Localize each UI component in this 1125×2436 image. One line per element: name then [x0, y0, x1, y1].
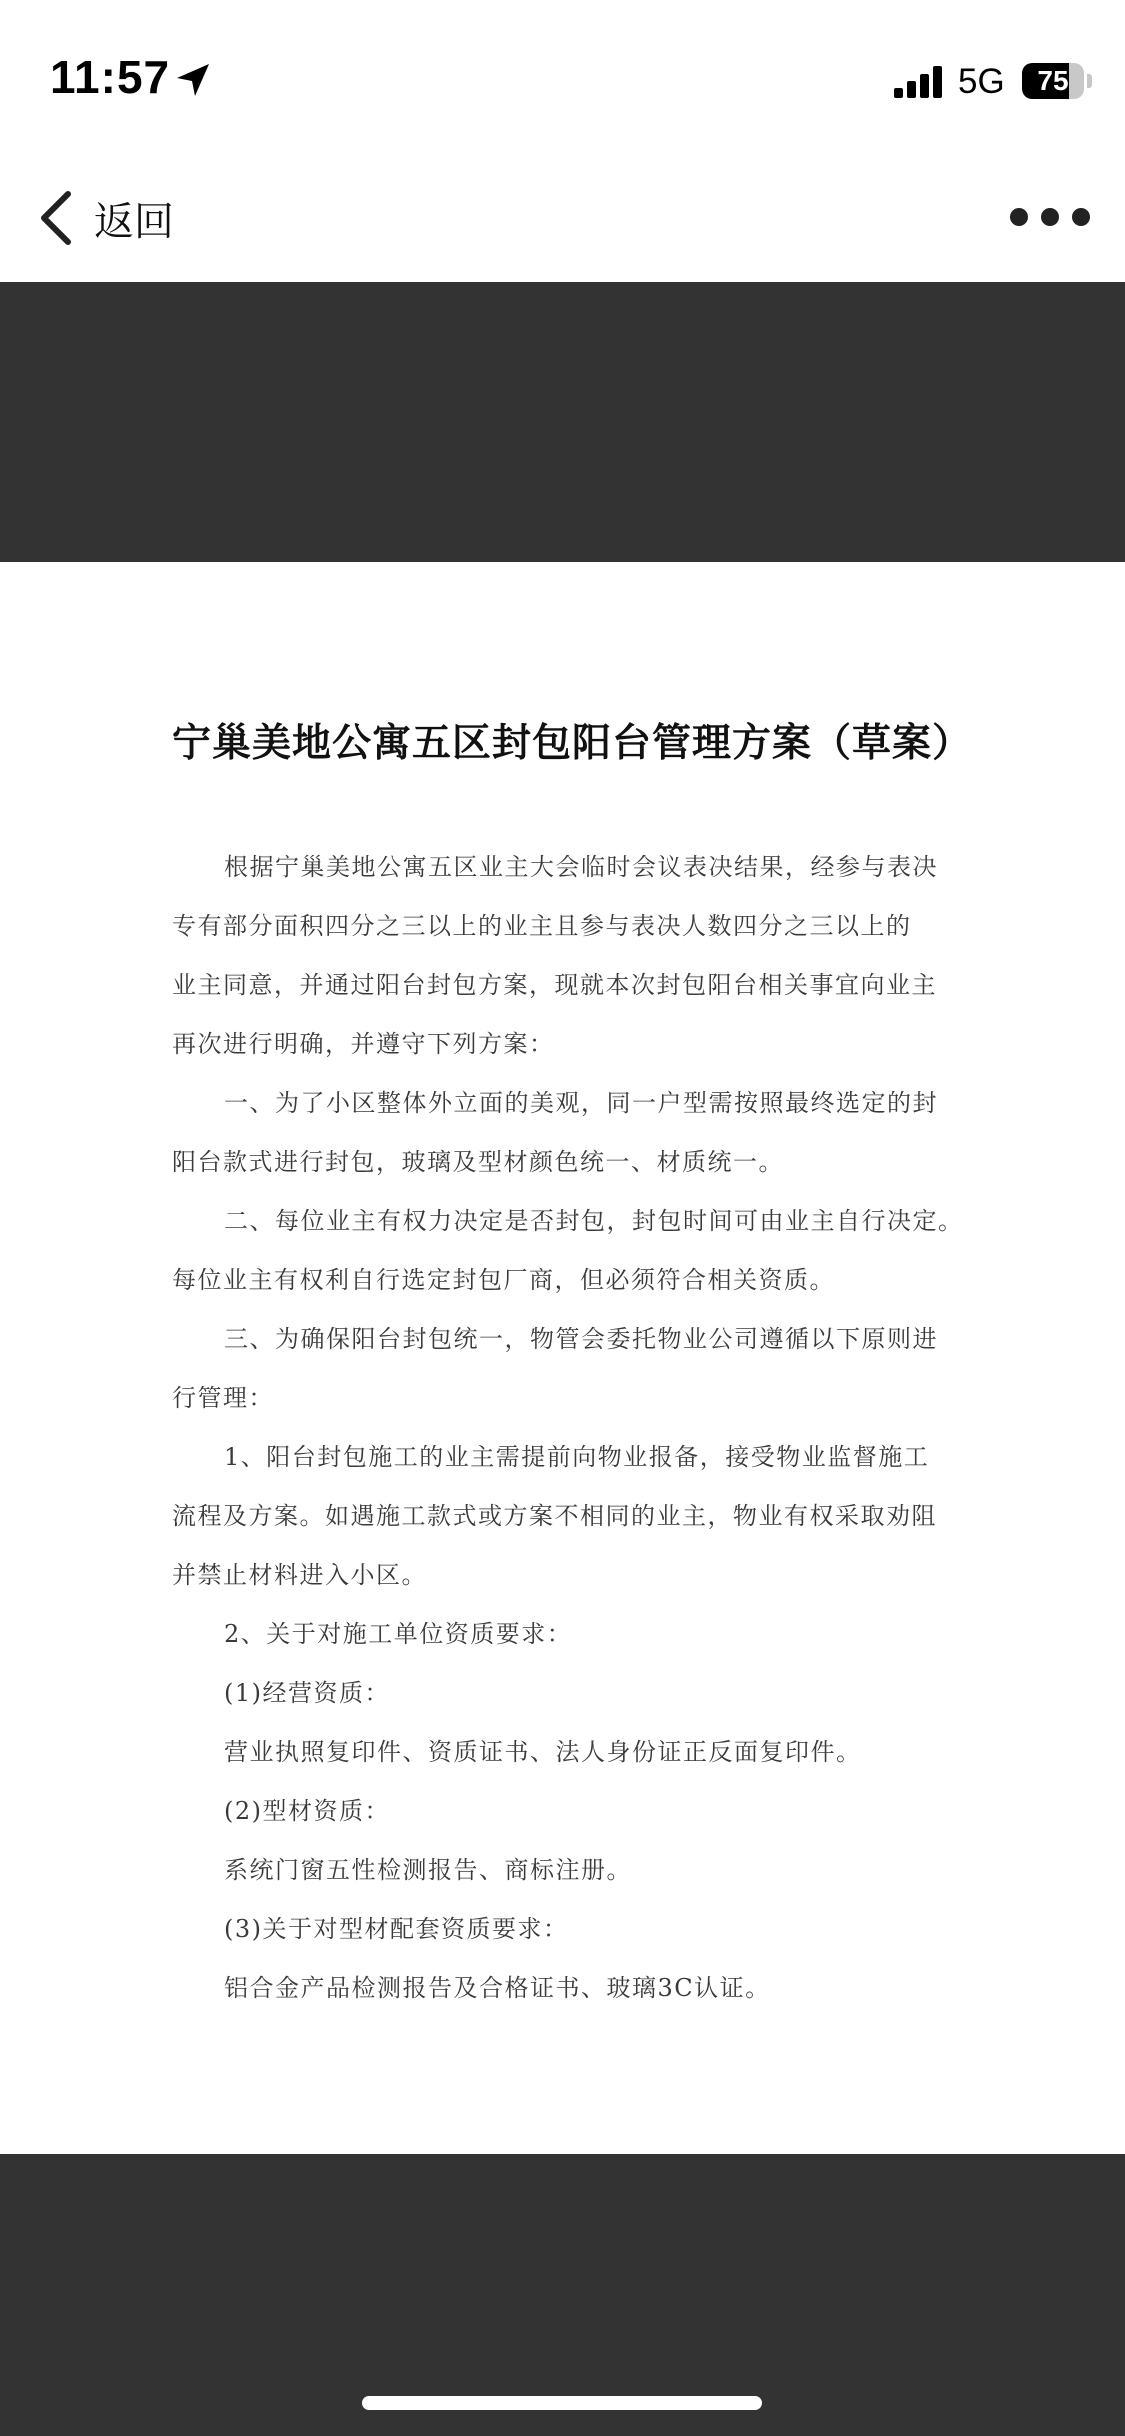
document-body — [172, 838, 972, 2018]
more-options-button[interactable] — [1010, 200, 1090, 234]
document-line: 业主同意，并通过阳台封包方案，现就本次封包阳台相关事宜向业主 — [172, 971, 937, 999]
document-line: 三、为确保阳台封包统一，物管会委托物业公司遵循以下原则进 — [224, 1325, 938, 1353]
navigation-bar — [0, 150, 1125, 282]
document-title: 宁巢美地公寓五区封包阳台管理方案（草案） — [172, 720, 973, 766]
back-button[interactable] — [36, 186, 174, 250]
document-line: (3)关于对型材配套资质要求： — [224, 1915, 569, 1943]
document-line: 根据宁巢美地公寓五区业主大会临时会议表决结果，经参与表决 — [224, 853, 938, 881]
document-page[interactable] — [0, 562, 1125, 2154]
chevron-left-icon — [36, 190, 76, 246]
document-line: 营业执照复印件、资质证书、法人身份证正反面复印件。 — [224, 1738, 862, 1766]
document-line: (1)经营资质： — [224, 1679, 390, 1707]
battery-percentage: 75 — [1037, 65, 1069, 96]
viewer-background-bottom — [0, 2154, 1125, 2436]
document-line: 铝合金产品检测报告及合格证书、玻璃3C认证。 — [224, 1974, 771, 2002]
document-line: 阳台款式进行封包，玻璃及型材颜色统一、材质统一。 — [172, 1148, 784, 1176]
back-label: 返回 — [94, 198, 174, 245]
document-line: 2、关于对施工单位资质要求： — [224, 1620, 573, 1648]
document-line: (2)型材资质： — [224, 1797, 390, 1825]
document-line: 一、为了小区整体外立面的美观，同一户型需按照最终选定的封 — [224, 1089, 938, 1117]
home-indicator[interactable] — [362, 2396, 762, 2410]
document-line: 行管理： — [172, 1384, 274, 1412]
document-line: 专有部分面积四分之三以上的业主且参与表决人数四分之三以上的 — [172, 912, 912, 940]
document-line: 每位业主有权利自行选定封包厂商，但必须符合相关资质。 — [172, 1266, 835, 1294]
cellular-signal-icon — [894, 66, 944, 98]
document-line: 系统门窗五性检测报告、商标注册。 — [224, 1856, 632, 1884]
document-line: 并禁止材料进入小区。 — [172, 1561, 427, 1589]
more-horizontal-icon — [1041, 208, 1059, 226]
status-time: 11:57 — [50, 51, 171, 103]
battery-cap — [1087, 74, 1092, 88]
document-line: 1、阳台封包施工的业主需提前向物业报备，接受物业监督施工 — [224, 1443, 930, 1471]
more-horizontal-icon — [1072, 208, 1090, 226]
network-type-label: 5G — [958, 62, 1005, 101]
location-arrow-icon — [173, 60, 213, 100]
battery-icon — [1022, 63, 1084, 99]
document-line: 流程及方案。如遇施工款式或方案不相同的业主，物业有权采取劝阻 — [172, 1502, 937, 1530]
more-horizontal-icon — [1010, 208, 1028, 226]
document-line: 二、每位业主有权力决定是否封包，封包时间可由业主自行决定。 — [224, 1207, 964, 1235]
status-bar — [0, 0, 1125, 150]
document-line: 再次进行明确，并遵守下列方案： — [172, 1030, 555, 1058]
viewer-background-top — [0, 282, 1125, 562]
